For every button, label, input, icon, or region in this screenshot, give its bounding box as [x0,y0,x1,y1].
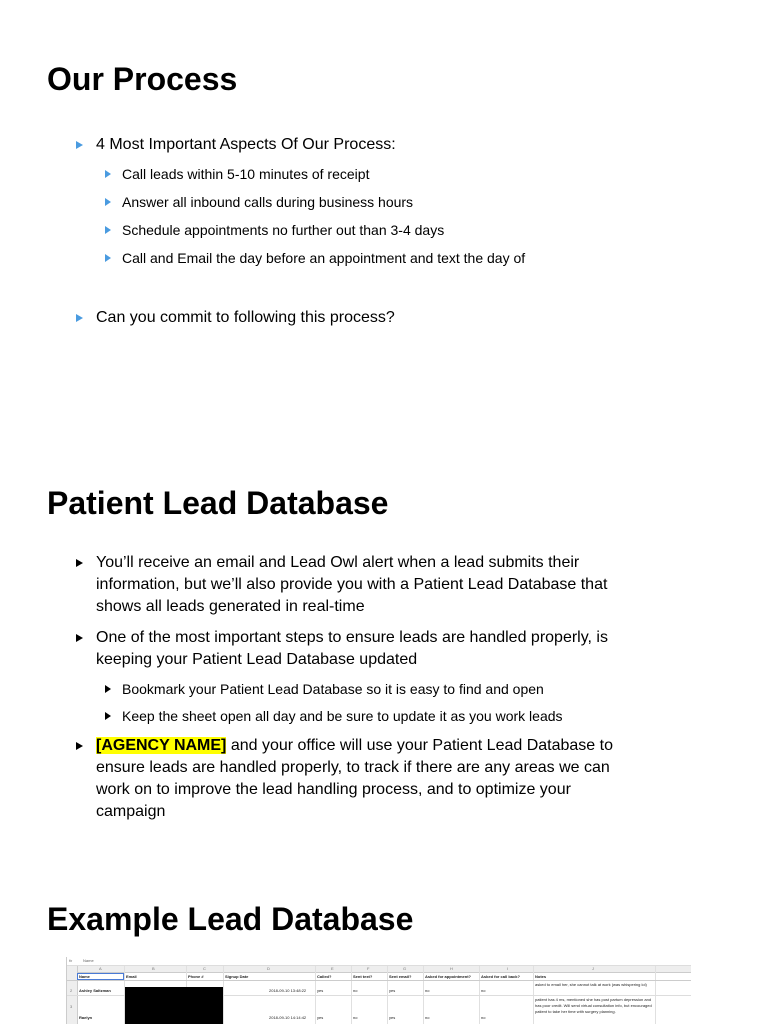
bullet-text: Bookmark your Patient Lead Database so it is easy to find and open [122,681,544,697]
bullet-triangle-icon [105,254,111,262]
bullet-triangle-icon [76,314,83,322]
cell-notes: patient has 4 ms, mentioned she has post partum depression and has poor credit. Will send virtual consultation info, but encouraged patient to take her time with surgery planning. [535,997,652,1014]
bullet-triangle-icon [76,559,83,567]
bullet-text: Can you commit to following this process? [96,309,395,326]
formula-value: Name [83,958,94,963]
bullet-triangle-icon [76,742,83,750]
bullet-keep-updated [96,627,626,671]
cell-called: yes [317,1015,324,1020]
bullet-text: Call and Email the day before an appointment and text the day of [122,250,526,266]
column-letter: E [331,966,334,971]
selected-cell-outline [77,973,124,980]
bullet-triangle-icon [105,198,111,206]
cell-date: 2018-09-10 14:14:42 [269,1015,307,1020]
cell-text: no [353,1015,358,1020]
bullet-triangle-icon [76,634,83,642]
sub-bullet-keep-open [122,706,642,726]
bullet-text [96,737,613,820]
bullet-text: Keep the sheet open all day and be sure to update it as you work leads [122,708,563,724]
header-cell: Name [79,974,90,979]
sub-bullet-call-leads [122,164,642,184]
column-letter: H [450,966,453,971]
sub-bullet-answer-calls [122,192,642,212]
column-letter: C [203,966,206,971]
bullet-commit-question [96,307,626,329]
heading-patient-lead-database: Patient Lead Database [47,485,389,521]
sub-bullet-bookmark [122,679,642,699]
bullet-text: One of the most important steps to ensure leads are handled properly, is keeping your Patient Lead Database updated [96,629,608,668]
header-cell: Sent email? [389,974,412,979]
cell-date: 2018-09-10 13:48:22 [269,988,307,993]
cell-name: Ashley Saltzman [79,988,111,993]
bullet-triangle-icon [105,712,111,720]
column-letter: A [99,966,102,971]
heading-example-lead-database: Example Lead Database [47,901,414,937]
bullet-triangle-icon [105,170,111,178]
heading-our-process: Our Process [47,61,238,97]
sub-bullet-schedule [122,220,642,240]
cell-called: yes [317,988,324,993]
cell-callback: no [481,988,486,993]
spreadsheet-screenshot [66,957,691,1024]
bullet-text: Schedule appointments no further out than 3-4 days [122,222,445,238]
cell-appt: no [425,1015,430,1020]
bullet-agency-usage [96,735,626,823]
sub-bullet-call-email [122,248,642,268]
bullet-text-rest: and your office will use your Patient Lead Database to ensure leads are handled properly, to track if there are any areas we can work on to improve the lead handling process, and to optimize your campaign [96,737,613,820]
bullet-triangle-icon [105,226,111,234]
bullet-text: Answer all inbound calls during business hours [122,194,414,210]
cell-email: yes [389,988,396,993]
bullet-text: 4 Most Important Aspects Of Our Process: [96,136,396,153]
column-letter: I [507,966,509,971]
bullet-text: You’ll receive an email and Lead Owl alert when a lead submits their information, but we’ll also provide you with a Patient Lead Database that shows all leads generated in real-time [96,554,608,615]
row-number: 3 [70,1004,73,1009]
bullet-text: Call leads within 5-10 minutes of receipt [122,166,370,182]
header-cell: Sent text? [353,974,373,979]
column-header-bar [67,966,691,973]
header-cell: Asked for call back? [481,974,520,979]
bullet-triangle-icon [76,141,83,149]
row-number: 2 [70,988,73,993]
column-letter: F [367,966,370,971]
bullet-triangle-icon [105,685,111,693]
bullet-email-alert [96,552,626,618]
sheet-header-row [67,973,691,981]
formula-bar [67,957,691,966]
cell-name: Raelyn [79,1015,93,1020]
header-cell: Email [126,974,137,979]
column-letter: D [267,966,270,971]
header-cell: Signup Date [225,974,249,979]
header-cell: Notes [535,974,547,979]
header-cell: Asked for appointment? [425,974,472,979]
column-letter: G [403,966,407,971]
cell-callback: no [481,1015,486,1020]
agency-name-highlight: [AGENCY NAME] [96,737,227,754]
column-letter: J [592,966,594,971]
header-cell: Phone # [188,974,204,979]
bullet-process-intro [96,134,626,156]
column-letter: B [152,966,155,971]
cell-email: yes [389,1015,396,1020]
cell-text: no [353,988,358,993]
cell-notes: asked to email her, she cannot talk at work (was whispering lol) [535,982,647,987]
cell-appt: no [425,988,430,993]
redacted-contact-info [125,987,223,1024]
fx-icon: fx [69,958,73,963]
header-cell: Called? [317,974,332,979]
